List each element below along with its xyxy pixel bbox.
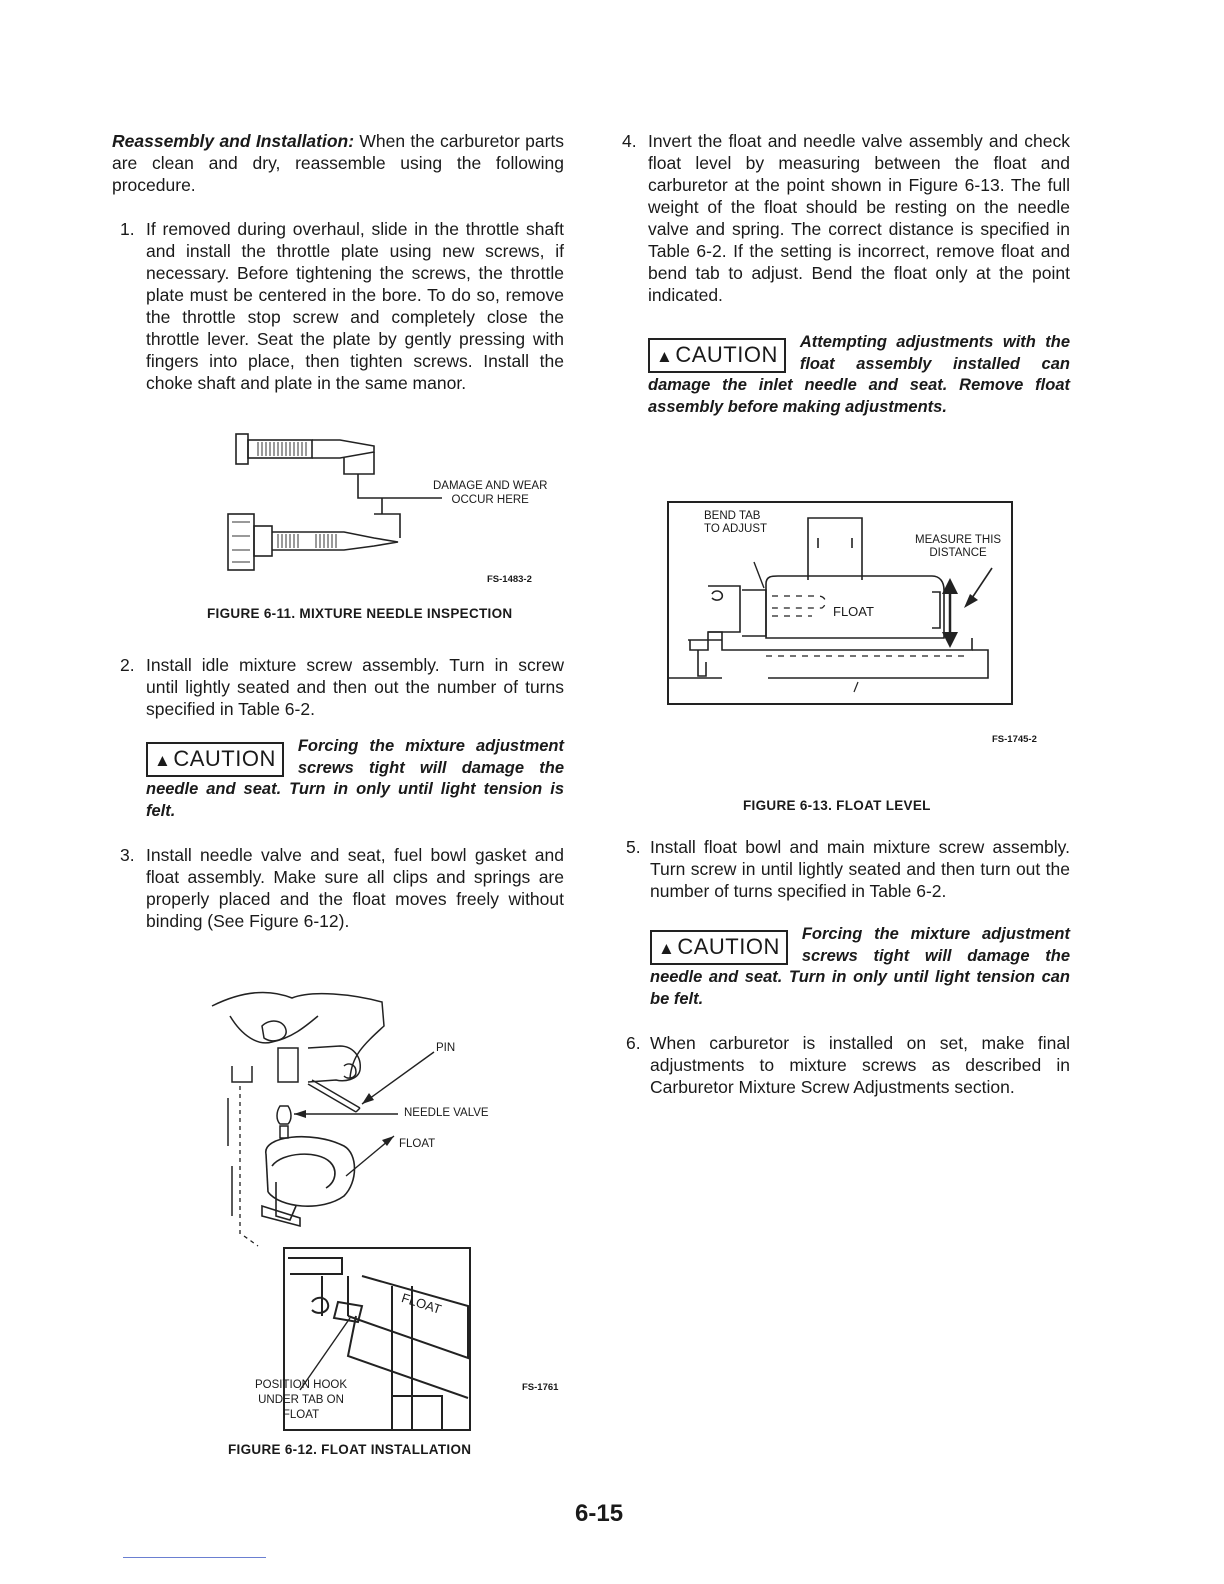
damage-wear-label-line-2: OCCUR HERE	[451, 494, 529, 506]
step-6	[622, 1032, 1070, 1098]
warning-triangle-icon: ▲	[656, 347, 674, 366]
warning-triangle-icon: ▲	[154, 751, 172, 770]
bottom-rule	[123, 1557, 266, 1558]
warning-triangle-icon: ▲	[658, 939, 676, 958]
caution-1-text: Forcing the mixture adjustment screws tight will damage the needle and seat. Turn in only until light tension is felt.	[146, 737, 564, 820]
float-label: FLOAT	[399, 1138, 436, 1150]
bend-tab-label	[704, 510, 767, 536]
step-5-number: 5.	[626, 837, 641, 857]
caution-badge-1	[146, 742, 284, 777]
step-2	[112, 654, 564, 720]
figure-6-11-code: FS-1483-2	[487, 574, 532, 585]
step-4-number: 4.	[622, 131, 637, 151]
step-3	[112, 844, 564, 932]
figure-6-11	[112, 426, 564, 646]
figure-6-13-caption: FIGURE 6-13. FLOAT LEVEL	[743, 798, 931, 813]
caution-badge-2-label: CAUTION	[675, 342, 778, 367]
step-6-number: 6.	[626, 1033, 641, 1053]
caution-badge-3-label: CAUTION	[677, 934, 780, 959]
needle-valve-label: NEEDLE VALVE	[404, 1107, 489, 1119]
damage-wear-label-line-1: DAMAGE AND WEAR	[433, 480, 548, 492]
position-hook-label	[255, 1378, 347, 1423]
figure-6-13	[622, 500, 1070, 822]
step-4-text: Invert the float and needle valve assembly and check float level by measuring between the float and carburetor at the point shown in Figure 6-13. The full weight of the float should be resting on the needle valve and spring. The correct distance is specified in Table 6-2. If the setting is incorrect, remove float and bend tab to adjust. Bend the float only at the point indicated.	[648, 131, 1070, 305]
figure-6-12-code: FS-1761	[522, 1382, 559, 1393]
figure-6-11-caption: FIGURE 6-11. MIXTURE NEEDLE INSPECTION	[207, 606, 513, 621]
step-1	[112, 218, 564, 394]
damage-wear-label	[433, 479, 547, 507]
step-4	[622, 130, 1070, 306]
step-5-text: Install float bowl and main mixture screw assembly. Turn screw in until lightly seated and then turn out the number of turns specified in Table 6-2.	[650, 837, 1070, 901]
position-hook-label-line-2: UNDER TAB ON	[258, 1394, 344, 1406]
measure-distance-label-line-1: MEASURE THIS	[915, 534, 1002, 546]
caution-badge-2	[648, 338, 786, 373]
step-2-text: Install idle mixture screw assembly. Turn in screw until lightly seated and then out the number of turns specified in Table 6-2.	[146, 655, 564, 719]
position-hook-label-line-1: POSITION HOOK	[255, 1379, 348, 1391]
step-6-text: When carburetor is installed on set, make final adjustments to mixture screws as described in Carburetor Mixture Screw Adjustments section.	[650, 1033, 1070, 1097]
pin-label: PIN	[436, 1042, 456, 1054]
caution-box-2	[648, 332, 1070, 418]
step-1-text: If removed during overhaul, slide in the throttle shaft and install the throttle plate using new screws, if necessary. Before tightening the screws, the throttle plate must be centered in the bore. To do so, remove the throttle stop screw and completely close the throttle lever. Seat the plate by gently pressing with fingers into place, then tighten screws. Install the choke shaft and plate in the same manor.	[146, 219, 564, 393]
step-3-text: Install needle valve and seat, fuel bowl gasket and float assembly. Make sure all clips and springs are properly placed and the float moves freely without binding (See Figure 6-12).	[146, 845, 564, 931]
caution-2-text: Attempting adjustments with the float assembly installed can damage the inlet needle and seat. Remove float assembly before making adjustments.	[648, 333, 1070, 416]
float-level-float-label: FLOAT	[833, 604, 874, 619]
measure-distance-label	[915, 534, 1001, 560]
bend-tab-label-line-1: BEND TAB	[704, 510, 761, 522]
bend-tab-label-line-2: TO ADJUST	[704, 523, 768, 535]
right-column	[622, 128, 1070, 1098]
position-hook-label-line-3: FLOAT	[282, 1409, 320, 1421]
intro-label: Reassembly and Installation:	[112, 131, 355, 151]
step-2-number: 2.	[120, 655, 135, 675]
caution-box-3	[650, 924, 1070, 1010]
caution-badge-1-label: CAUTION	[173, 746, 276, 771]
figure-6-12-caption: FIGURE 6-12. FLOAT INSTALLATION	[228, 1442, 472, 1457]
float-inset-label: FLOAT	[399, 1290, 444, 1317]
caution-box-1	[146, 736, 564, 822]
intro-text: When the carburetor parts are clean and dry, reassemble using the following procedure.	[112, 131, 565, 195]
measure-distance-label-line-2: DISTANCE	[929, 547, 987, 559]
page-number: 6-15	[575, 1500, 624, 1527]
caution-3-text: Forcing the mixture adjustment screws tight will damage the needle and seat. Turn in only until light tension can be felt.	[650, 925, 1070, 1008]
step-3-number: 3.	[120, 845, 135, 865]
left-column	[112, 128, 564, 1546]
figure-6-12	[112, 986, 564, 1546]
step-5	[622, 836, 1070, 902]
intro-paragraph	[112, 130, 564, 196]
figure-6-13-code: FS-1745-2	[992, 734, 1037, 745]
caution-badge-3	[650, 930, 788, 965]
step-1-number: 1.	[120, 219, 135, 239]
